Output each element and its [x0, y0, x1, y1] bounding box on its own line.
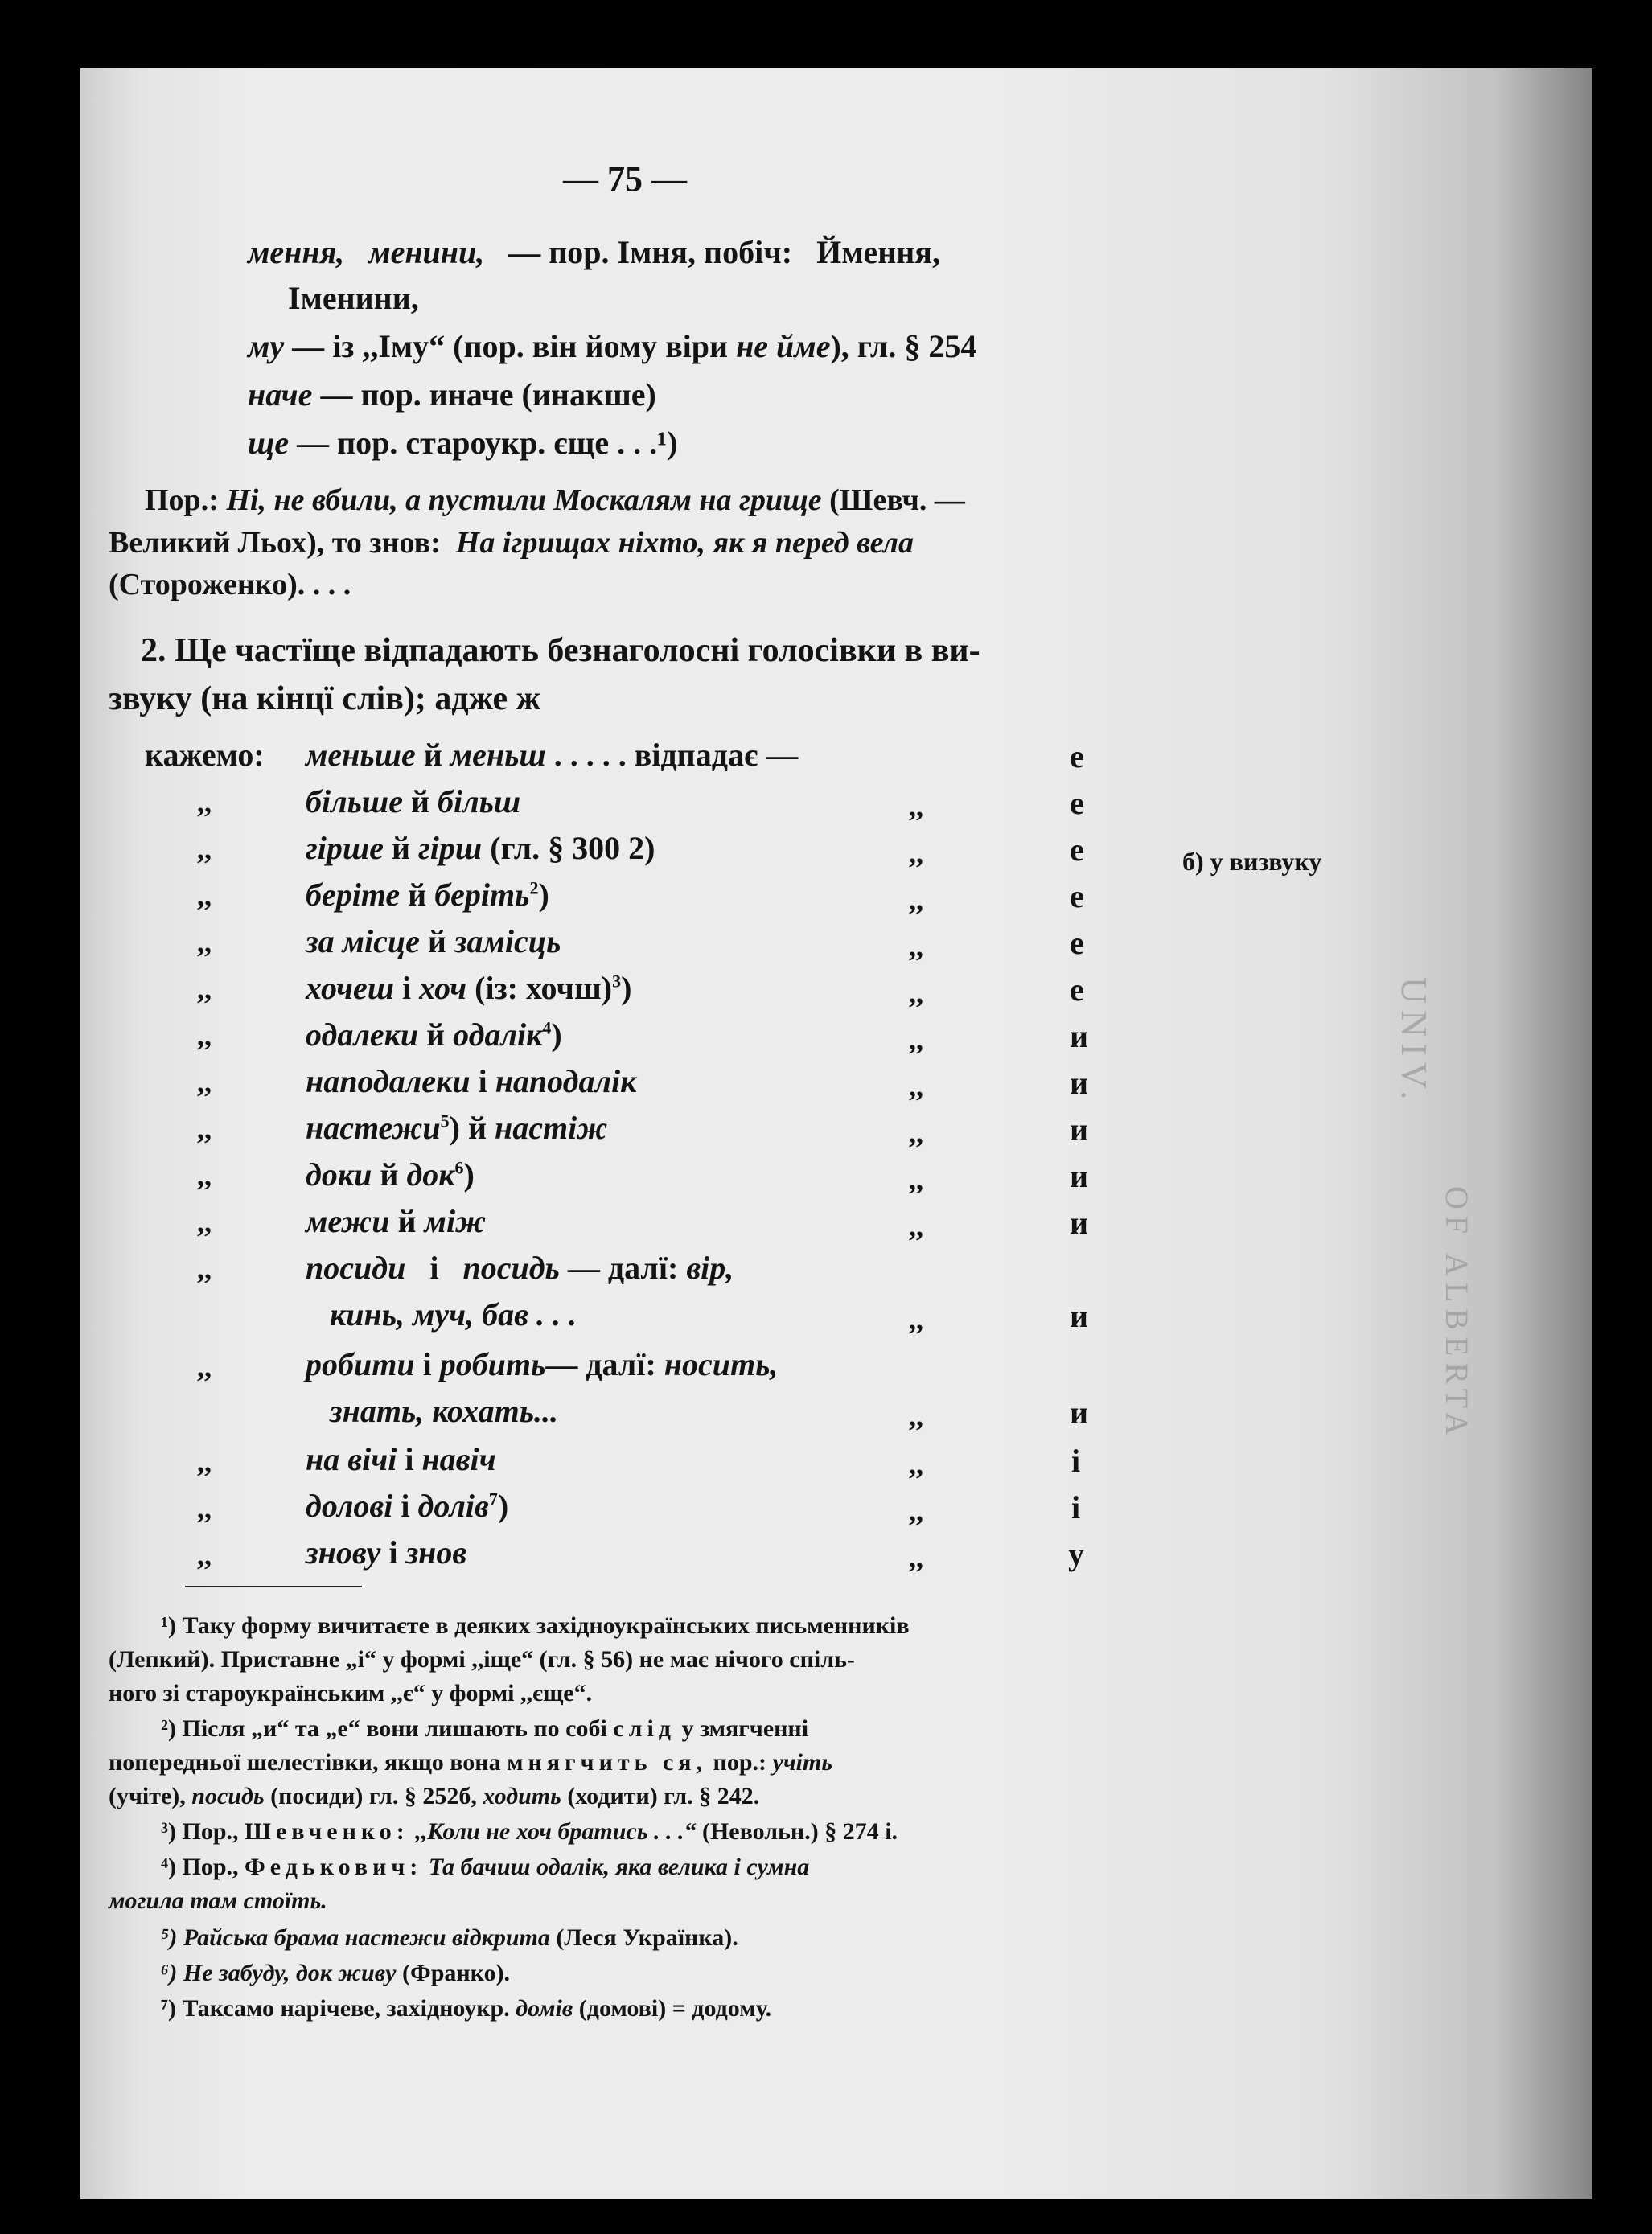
word-nastezhy: настежи [306, 1110, 441, 1146]
paren: ) [463, 1156, 475, 1193]
word-mensh: меньш [450, 737, 546, 773]
conj: і [405, 1441, 414, 1477]
word-napodalik: наподалік [495, 1063, 637, 1099]
word-na-vichi: на вічі [306, 1441, 397, 1477]
table-result-5: е [1070, 925, 1084, 961]
table-result-1: е [1070, 738, 1084, 774]
word-berite: беріте [306, 877, 401, 913]
conj: і [388, 1534, 398, 1571]
footnote-ref: 2 [529, 877, 539, 898]
footnote-ref: 5 [440, 1111, 450, 1131]
table-row-11 [306, 1202, 486, 1240]
word-navich: навіч [421, 1441, 496, 1477]
word-doky: доки [306, 1156, 372, 1193]
ditto-mark: ,, [197, 880, 212, 912]
text-dali: — далї: [545, 1346, 656, 1382]
text: попередньої шелестівки, якщо вона [109, 1749, 501, 1776]
footnote-1-line-1: ¹) Таку форму вичитаєте в деяких західноукраїнських письменників [161, 1612, 910, 1639]
word-mu: му [248, 328, 285, 364]
table-result-6: е [1070, 971, 1084, 1008]
word-shche: ще [248, 425, 290, 461]
table-row-1 [306, 736, 798, 774]
ditto-mark: ,, [197, 1206, 212, 1238]
table-result-robyty: и [1070, 1394, 1089, 1431]
table-row-robyty-1 [306, 1345, 778, 1383]
text-velykyi-lokh: Великий Льох), то знов: [109, 526, 441, 560]
table-row-posydy-1 [306, 1249, 734, 1287]
footnote-7 [161, 1995, 771, 2023]
ditto-mark: ,, [197, 1066, 212, 1099]
word-doliv: долів [417, 1488, 489, 1524]
word-bilsh: більш [438, 783, 521, 819]
word-odaleky: одалеки [306, 1016, 419, 1053]
text: (ходити) гл. § 242. [567, 1783, 760, 1809]
paragraph-2-line-1: 2. Ще частїще відпадають безнаголосні голосівки в ви- [141, 632, 980, 669]
word-ymennia: Ймення, [816, 234, 940, 270]
table-result-navichi: і [1071, 1443, 1081, 1479]
footnote-6 [161, 1960, 510, 1987]
word-domiv: домів [516, 1995, 573, 2022]
text-gl-300: (гл. § 300 2) [490, 830, 655, 866]
body-line-2: Іменини, [288, 280, 419, 316]
table-result-11: и [1070, 1205, 1089, 1241]
conj: й [427, 923, 446, 959]
footnote-2-line-1 [161, 1715, 808, 1743]
ditto-mark-right: ,, [909, 1070, 923, 1103]
footnote-ref: 3 [612, 971, 622, 992]
quote-shevchenko: Ні, не вбили, а пустили Москалям на грище [226, 483, 822, 517]
word-robyty: робити [306, 1346, 415, 1382]
table-result-8: и [1070, 1065, 1089, 1101]
paren: ) [551, 1016, 562, 1053]
ditto-mark-right: ,, [909, 791, 923, 823]
word-znov: знов [405, 1534, 467, 1571]
quote-line-1 [145, 483, 965, 518]
ditto-mark-right: ,, [909, 1495, 923, 1527]
table-row-9: настежи$^5$) й настіж [306, 1110, 608, 1146]
word-menshe: меньше [306, 737, 416, 773]
word-vir: вір, [686, 1250, 734, 1286]
word-odalik: одалік [453, 1016, 543, 1053]
ditto-mark-right: ,, [909, 1164, 923, 1196]
ditto-mark: ,, [197, 1351, 212, 1383]
quote-storozhenko: На ігрищах ніхто, як я перед вела [455, 526, 914, 560]
text: (учіте), [109, 1783, 186, 1809]
spaced-author: Шевченко: [245, 1818, 409, 1845]
table-row-robyty-2: знать, кохать... [330, 1393, 559, 1429]
text: (Невольн.) § 274 і. [701, 1818, 898, 1845]
table-result-7: и [1070, 1018, 1089, 1054]
footnote-5 [161, 1924, 738, 1952]
conj: і [478, 1063, 487, 1099]
table-lead: кажемо: [145, 737, 265, 773]
spaced-author: Федькович: [245, 1854, 423, 1880]
text: у змягченні [681, 1715, 809, 1742]
conj: і [422, 1346, 432, 1382]
table-row-4 [306, 876, 549, 914]
word-znovu: знову [306, 1534, 381, 1571]
table-row-6: хочеш і хоч (із: хочш)$^3$) [306, 970, 632, 1006]
word-posyd: посидь [462, 1250, 560, 1286]
footnote-2-line-2 [109, 1749, 832, 1776]
footnote-4-line-2: могила там стоїть. [109, 1887, 327, 1914]
table-row-2 [306, 782, 520, 820]
quote-line-3: (Стороженко). . . . [109, 568, 351, 602]
conj: й [423, 737, 442, 773]
footnote-ref: 7 [488, 1489, 498, 1509]
word-zamists: замісць [454, 923, 561, 959]
word-posyd: посидь [191, 1783, 265, 1809]
ditto-mark-right: ,, [909, 1024, 923, 1056]
word-mezhy: межи [306, 1203, 390, 1239]
page-edge-shadow [1496, 68, 1592, 2199]
word-khodyt: ходить [483, 1783, 561, 1809]
ditto-mark-right: ,, [909, 1400, 923, 1432]
word-khochesh: хочеш [306, 970, 395, 1006]
text: (посиди) гл. § 252б, [270, 1783, 477, 1809]
word-bilshe: більше [306, 783, 403, 819]
table-row-3 [306, 829, 655, 867]
body-line-4 [248, 376, 656, 413]
table-row-dolovi [306, 1487, 508, 1525]
book-page [80, 68, 1592, 2199]
text-por-ynache: — пор. иначе (инакше) [320, 376, 656, 413]
spaced-text: мнягчить ся, [507, 1749, 708, 1776]
text: (Леся Українка). [556, 1924, 738, 1951]
text: (Франко). [401, 1960, 511, 1986]
table-row-posydy-2: кинь, муч, бав . . . [330, 1296, 577, 1333]
conj: й [467, 1110, 487, 1146]
table-result-3: е [1070, 832, 1084, 868]
ditto-mark-right: ,, [909, 1542, 923, 1574]
word-posydy: посиди [306, 1250, 406, 1286]
word-dok: док [406, 1156, 455, 1193]
quote: ⁵) Райська брама настежи відкрита [161, 1924, 550, 1951]
body-line-5 [248, 424, 677, 462]
table-row-7 [306, 1016, 562, 1053]
word-dolovi: долові [306, 1488, 393, 1524]
word-za-mistse: за місце [306, 923, 420, 959]
text: пор.: [713, 1749, 766, 1776]
word-berit: беріть [434, 877, 530, 913]
ditto-mark: ,, [197, 1253, 212, 1285]
footnote-3 [161, 1818, 898, 1846]
text: ³) Пор., [161, 1818, 239, 1845]
text-dali: — далї: [567, 1250, 679, 1286]
margin-note: б) у визвуку [1182, 847, 1322, 876]
table-result-dolovi: і [1071, 1489, 1081, 1526]
body-line-1 [248, 233, 940, 271]
text-por-yeshche: — пор. староукр. єще . . .¹) [297, 425, 678, 461]
ditto-mark: ,, [197, 1020, 212, 1052]
text-shevch: (Шевч. — [829, 483, 965, 517]
text-por: Пор.: [145, 483, 219, 517]
ditto-mark-right: ,, [909, 1117, 923, 1149]
conj: й [397, 1203, 417, 1239]
ditto-mark: ,, [197, 926, 212, 959]
ditto-mark-right: ,, [909, 930, 923, 963]
table-result-znovu: у [1068, 1536, 1084, 1572]
conj: і [401, 1488, 410, 1524]
conj: й [380, 1156, 399, 1193]
word-ne-yme: не йме [736, 328, 831, 364]
ditto-mark: ,, [197, 1539, 212, 1571]
text-iz-imu: — із ,,Іму“ (пор. він йому віри [292, 328, 729, 364]
table-row-10 [306, 1156, 475, 1193]
word-hirshe: гірше [306, 830, 384, 866]
text-vidpadaie: . . . . . відпадає — [553, 737, 799, 773]
table-row-navichi [306, 1440, 496, 1478]
body-line-3 [248, 327, 976, 365]
table-result-10: и [1070, 1158, 1089, 1194]
ditto-mark: ,, [197, 1493, 212, 1525]
conj: й [391, 830, 410, 866]
table-row-8 [306, 1062, 636, 1100]
footnote-ref: 6 [454, 1157, 464, 1178]
ditto-mark: ,, [197, 1160, 212, 1192]
paragraph-2-line-2: звуку (на кінцї слів); адже ж [109, 680, 541, 717]
text-iz-khochsh: (із: хочш) [475, 970, 613, 1006]
conj: й [410, 783, 430, 819]
quote-line-2 [109, 525, 914, 561]
text: ⁴) Пор., [161, 1854, 239, 1880]
word-nosyt: носить, [664, 1346, 779, 1382]
text-por-imnia: — пор. Імня, побіч: [508, 234, 793, 270]
library-stamp: OF ALBERTA [1439, 1186, 1475, 1442]
text: (домові) = додому. [578, 1995, 772, 2022]
library-stamp: UNIV. [1394, 977, 1435, 1107]
ditto-mark-right: ,, [909, 1448, 923, 1480]
footnote-rule [185, 1586, 362, 1587]
text: ²) Після „и“ та „е“ вони лишають по собі [161, 1715, 607, 1742]
ditto-mark: ,, [197, 1446, 212, 1478]
footnote-2-line-3 [109, 1783, 759, 1810]
word-napodaleky: наподалеки [306, 1063, 471, 1099]
word-nache: наче [248, 376, 313, 413]
conj: і [429, 1250, 439, 1286]
ditto-mark-right: ,, [909, 1304, 923, 1336]
table-result-posydy: и [1070, 1298, 1089, 1334]
ditto-mark-right: ,, [909, 1210, 923, 1242]
word-robyt: робить [439, 1346, 546, 1382]
paren: ) [538, 877, 549, 913]
footnote-4-line-1 [161, 1854, 809, 1881]
table-result-2: е [1070, 785, 1084, 821]
table-row-znovu [306, 1534, 466, 1571]
footnote-1-line-2: (Лепкий). Приставне „і“ у формі ,,іще“ (гл. § 56) не має нічого спіль- [109, 1646, 855, 1673]
table-result-4: е [1070, 878, 1084, 914]
footnote-ref: 4 [542, 1017, 552, 1038]
conj: і [402, 970, 412, 1006]
word-khoch: хоч [419, 970, 467, 1006]
word-uchit: учіть [772, 1749, 832, 1776]
word-mennia: мення, [248, 234, 345, 270]
quote: Та бачиш одалік, яка велика і сумна [428, 1854, 810, 1880]
quote: ,,Коли не хоч братись . . .“ [415, 1818, 697, 1845]
word-nastizh: настіж [495, 1110, 608, 1146]
word-hirsh: гірш [418, 830, 483, 866]
word-menyny: менини, [368, 234, 485, 270]
spaced-text: слід [613, 1715, 676, 1742]
ditto-mark: ,, [197, 786, 212, 819]
footnote-1-line-3: ного зі староукраїнським ,,є“ у формі ,,єще“. [109, 1680, 593, 1706]
ditto-mark-right: ,, [909, 837, 923, 869]
word-mizh: між [424, 1203, 487, 1239]
ditto-mark: ,, [197, 1113, 212, 1145]
ditto-mark: ,, [197, 973, 212, 1005]
table-row-5 [306, 922, 561, 960]
table-result-9: и [1070, 1111, 1089, 1148]
ditto-mark: ,, [197, 833, 212, 865]
paren: ) [497, 1488, 509, 1524]
text-gl-254: ), гл. § 254 [830, 328, 977, 364]
conj: й [408, 877, 427, 913]
ditto-mark-right: ,, [909, 977, 923, 1009]
quote: ⁶) Не забуду, док живу [161, 1960, 397, 1986]
page-number: — 75 — [563, 159, 687, 199]
text: ⁷) Таксамо нарічеве, західноукр. [161, 1995, 510, 2022]
conj: й [426, 1016, 446, 1053]
ditto-mark-right: ,, [909, 884, 923, 916]
